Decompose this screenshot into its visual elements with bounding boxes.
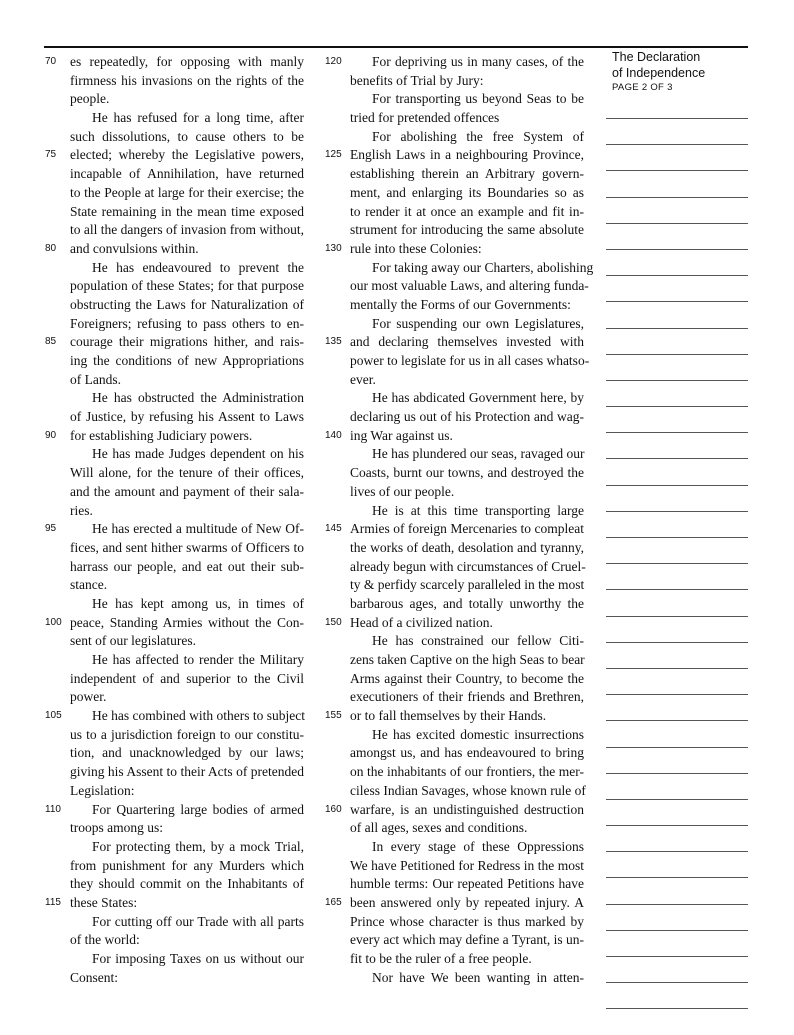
- line-text: He has combined with others to subject: [92, 708, 305, 724]
- text-line: [350, 913, 584, 932]
- note-line: [606, 354, 748, 355]
- text-line: [45, 614, 304, 633]
- line-number: 90: [45, 429, 57, 441]
- note-line: [606, 118, 748, 119]
- line-text: He has endeavoured to prevent the: [92, 259, 304, 275]
- line-number: 70: [45, 56, 57, 67]
- line-text: Foreigners; refusing to pass others to en-: [70, 315, 304, 331]
- line-text: already begun with circumstances of Cruel-: [350, 558, 586, 574]
- line-number: 75: [45, 149, 57, 161]
- text-line: [45, 146, 304, 165]
- note-line: [606, 982, 748, 983]
- note-line: [606, 432, 748, 433]
- text-line: [70, 90, 304, 109]
- text-line: [350, 389, 584, 408]
- note-line: [606, 537, 748, 538]
- text-line: [70, 483, 304, 502]
- text-line: [70, 184, 304, 203]
- line-text: stance.: [70, 577, 108, 593]
- note-line: [606, 851, 748, 852]
- line-text: people.: [70, 91, 110, 107]
- text-line: [350, 726, 584, 745]
- text-line: [325, 707, 584, 726]
- note-line: [606, 275, 748, 276]
- line-text: He has constrained our fellow Citi-: [372, 633, 584, 649]
- line-text: courage their migrations hither, and rais-: [70, 334, 304, 350]
- text-line: [350, 763, 584, 782]
- line-text: He has abdicated Government here, by: [372, 390, 584, 406]
- line-text: ing the conditions of new Appropriations: [70, 353, 304, 368]
- line-text: of all ages, sexes and conditions.: [350, 820, 528, 836]
- text-line: [70, 315, 304, 334]
- text-line: [70, 595, 304, 614]
- line-text: to the People at large for their exercise; the: [70, 184, 304, 200]
- text-line: [70, 763, 304, 782]
- text-line: [45, 894, 304, 913]
- line-text: Arms against their Country, to become the: [350, 670, 584, 686]
- note-line: [606, 301, 748, 302]
- line-text: barbarous ages, and totally unworthy the: [350, 595, 584, 611]
- text-line: [350, 109, 584, 128]
- line-text: to all the dangers of invasion from without,: [70, 222, 304, 238]
- text-column-right: [325, 53, 594, 987]
- line-text: strument for introducing the same absolute: [350, 222, 584, 238]
- line-text: tion, and unacknowledged by our laws;: [70, 745, 304, 761]
- line-text: these States:: [70, 894, 138, 910]
- line-text: For Quartering large bodies of armed: [92, 801, 304, 817]
- text-line: [350, 72, 584, 91]
- text-line: [350, 277, 589, 296]
- line-text: Coasts, burnt our towns, and destroyed the: [350, 465, 584, 481]
- line-text: For cutting off our Trade with all parts: [92, 913, 304, 929]
- line-text: mentally the Forms of our Governments:: [350, 296, 571, 312]
- line-text: zens taken Captive on the high Seas to bear: [350, 652, 585, 667]
- line-text: Armies of foreign Mercenaries to compleat: [350, 521, 584, 537]
- text-line: [350, 352, 590, 371]
- note-line: [606, 380, 748, 381]
- text-line: [350, 539, 584, 558]
- sidebar-header: [612, 50, 748, 93]
- text-line: [350, 931, 584, 950]
- note-line: [606, 747, 748, 748]
- text-line: [70, 109, 304, 128]
- line-text: For suspending our own Legislatures,: [372, 315, 584, 331]
- text-line: [70, 371, 304, 390]
- line-text: tried for pretended offences: [350, 110, 500, 126]
- text-line: [70, 651, 304, 670]
- line-text: on the inhabitants of our frontiers, the mer-: [350, 764, 584, 780]
- note-line: [606, 877, 748, 878]
- text-line: [70, 128, 304, 147]
- line-text: ever.: [350, 371, 376, 387]
- line-text: establishing therein an Arbitrary govern-: [350, 166, 584, 182]
- text-line: [350, 296, 584, 315]
- note-line: [606, 904, 748, 905]
- line-number: 155: [325, 710, 342, 722]
- line-text: sent of our legislatures.: [70, 633, 196, 649]
- note-line: [606, 563, 748, 564]
- text-line: [70, 875, 304, 894]
- text-line: [350, 502, 584, 521]
- text-line: [325, 427, 584, 446]
- text-line: [70, 726, 304, 745]
- line-text: He has erected a multitude of New Of-: [92, 521, 304, 537]
- text-line: [325, 894, 584, 913]
- note-line: [606, 720, 748, 721]
- line-text: He has refused for a long time, after: [92, 110, 304, 126]
- text-line: [45, 333, 304, 352]
- text-line: [70, 408, 304, 427]
- text-line: [70, 819, 304, 838]
- line-text: benefits of Trial by Jury:: [350, 72, 484, 88]
- line-text: to render it at once an example and fit in-: [350, 203, 584, 219]
- line-number: 115: [45, 896, 61, 908]
- line-text: fit to be the ruler of a free people.: [350, 951, 532, 966]
- line-number: 160: [325, 803, 342, 815]
- note-line: [606, 642, 748, 643]
- line-text: ciless Indian Savages, whose known rule of: [350, 782, 586, 798]
- line-text: For imposing Taxes on us without our: [92, 951, 304, 966]
- text-line: [45, 53, 304, 72]
- line-text: Will alone, for the tenure of their offices,: [70, 465, 304, 481]
- text-line: [45, 801, 304, 820]
- text-line: [70, 744, 304, 763]
- text-line: [70, 464, 304, 483]
- line-text: obstructing the Laws for Naturalization of: [70, 296, 304, 312]
- text-line: [350, 259, 594, 278]
- note-line: [606, 956, 748, 957]
- line-text: from punishment for any Murders which: [70, 857, 304, 873]
- line-text: such dissolutions, to cause others to be: [70, 128, 304, 144]
- line-text: Head of a civilized nation.: [350, 614, 493, 630]
- line-text: for establishing Judiciary powers.: [70, 427, 253, 443]
- line-number: 95: [45, 523, 57, 535]
- line-text: lives of our people.: [350, 483, 455, 499]
- text-line: [70, 857, 304, 876]
- text-line: [325, 333, 584, 352]
- line-text: us to a jurisdiction foreign to our constitu-: [70, 726, 304, 742]
- line-text: firmness his invasions on the rights of the: [70, 72, 304, 88]
- note-line: [606, 406, 748, 407]
- line-number: 165: [325, 896, 342, 908]
- line-text: He has excited domestic insurrections: [372, 726, 584, 742]
- line-number: 85: [45, 336, 57, 348]
- line-text: troops among us:: [70, 820, 163, 836]
- line-text: and the amount and payment of their sala-: [70, 483, 304, 499]
- text-line: [70, 165, 304, 184]
- line-text: warfare, is an undistinguished destruction: [350, 801, 584, 817]
- text-line: [70, 632, 304, 651]
- line-text: harrass our people, and eat out their sub-: [70, 558, 304, 574]
- line-text: He has obstructed the Administration: [92, 390, 304, 406]
- text-line: [350, 969, 584, 988]
- line-number: 125: [325, 149, 342, 161]
- text-line: [70, 296, 304, 315]
- line-text: For protecting them, by a mock Trial,: [92, 838, 304, 854]
- text-line: [70, 558, 304, 577]
- line-text: Prince whose character is thus marked by: [350, 913, 584, 929]
- text-line: [350, 595, 584, 614]
- line-text: rule into these Colonies:: [350, 240, 482, 256]
- text-line: [70, 950, 304, 969]
- line-text: es repeatedly, for opposing with manly: [70, 54, 304, 69]
- text-line: [70, 782, 304, 801]
- text-line: [70, 539, 304, 558]
- text-line: [325, 240, 584, 259]
- text-line: [350, 483, 584, 502]
- note-line: [606, 616, 748, 617]
- note-line: [606, 668, 748, 669]
- line-text: elected; whereby the Legislative powers,: [70, 147, 304, 163]
- line-text: they should commit on the Inhabitants of: [70, 876, 304, 892]
- text-line: [350, 651, 584, 670]
- note-lines: [606, 118, 748, 1035]
- note-line: [606, 144, 748, 145]
- text-line: [70, 670, 304, 689]
- line-text: power.: [70, 689, 107, 705]
- line-text: fices, and sent hither swarms of Officers to: [70, 539, 304, 555]
- text-line: [325, 146, 584, 165]
- text-line: [70, 931, 304, 950]
- text-line: [350, 838, 584, 857]
- line-text: For depriving us in many cases, of the: [372, 54, 584, 69]
- line-text: He has plundered our seas, ravaged our: [372, 446, 585, 462]
- text-line: [350, 408, 584, 427]
- text-line: [350, 128, 584, 147]
- text-line: [70, 259, 304, 278]
- line-text: Consent:: [70, 969, 119, 985]
- note-line: [606, 930, 748, 931]
- top-rule: [44, 46, 748, 48]
- text-line: [70, 352, 304, 371]
- text-line: [45, 240, 304, 259]
- line-text: our most valuable Laws, and altering funda-: [350, 278, 589, 294]
- text-line: [350, 576, 584, 595]
- text-line: [45, 707, 305, 726]
- line-text: peace, Standing Armies without the Con-: [70, 614, 304, 630]
- text-line: [350, 445, 584, 464]
- note-line: [606, 511, 748, 512]
- line-number: 135: [325, 336, 342, 348]
- line-text: population of these States; for that purpose: [70, 278, 304, 294]
- text-line: [350, 464, 584, 483]
- text-line: [350, 688, 584, 707]
- line-text: humble terms: Our repeated Petitions have: [350, 876, 584, 892]
- note-line: [606, 197, 748, 198]
- text-line: [325, 520, 584, 539]
- note-line: [606, 799, 748, 800]
- text-column-left: [45, 53, 305, 987]
- note-line: [606, 773, 748, 774]
- text-line: [70, 203, 304, 222]
- text-line: [350, 371, 584, 390]
- line-text: of Justice, by refusing his Assent to Laws: [70, 409, 304, 425]
- line-text: and declaring themselves invested with: [350, 334, 584, 350]
- text-line: [70, 277, 304, 296]
- text-line: [70, 445, 304, 464]
- line-text: been answered only by repeated injury. A: [350, 894, 584, 910]
- note-line: [606, 223, 748, 224]
- note-line: [606, 589, 748, 590]
- line-text: the works of death, desolation and tyranny,: [350, 539, 584, 555]
- text-line: [70, 221, 304, 240]
- text-line: [70, 576, 304, 595]
- text-line: [350, 857, 584, 876]
- line-number: 145: [325, 523, 342, 535]
- line-text: declaring us out of his Protection and wag-: [350, 409, 584, 425]
- line-text: State remaining in the mean time exposed: [70, 203, 304, 219]
- document-title-line1: The Declaration: [612, 50, 701, 64]
- text-line: [350, 670, 584, 689]
- text-line: [350, 221, 584, 240]
- text-line: [350, 90, 584, 109]
- text-line: [350, 819, 584, 838]
- text-line: [70, 838, 304, 857]
- text-line: [70, 969, 304, 988]
- page-indicator: PAGE 2 OF 3: [612, 82, 673, 93]
- line-number: 120: [325, 56, 342, 67]
- text-line: [70, 389, 304, 408]
- line-text: of the world:: [70, 932, 140, 948]
- line-text: executioners of their friends and Brethren,: [350, 689, 584, 705]
- line-text: English Laws in a neighbouring Province,: [350, 147, 584, 163]
- text-line: [350, 950, 584, 969]
- line-text: ty & perfidy scarcely paralleled in the most: [350, 577, 585, 593]
- line-text: For transporting us beyond Seas to be: [372, 91, 584, 107]
- line-number: 140: [325, 429, 342, 441]
- text-line: [45, 520, 304, 539]
- line-text: We have Petitioned for Redress in the most: [350, 857, 584, 873]
- line-text: For taking away our Charters, abolishing: [372, 259, 594, 275]
- line-text: of Lands.: [70, 371, 121, 387]
- document-title-line2: of Independence: [612, 65, 706, 80]
- text-line: [350, 875, 584, 894]
- line-text: He has made Judges dependent on his: [92, 446, 304, 462]
- line-number: 110: [45, 803, 61, 815]
- line-text: Nor have We been wanting in atten-: [372, 969, 584, 985]
- line-text: or to fall themselves by their Hands.: [350, 708, 547, 724]
- text-line: [350, 782, 584, 801]
- line-text: He has kept among us, in times of: [92, 595, 304, 611]
- text-line: [325, 53, 584, 72]
- text-line: [70, 502, 304, 521]
- note-line: [606, 328, 748, 329]
- text-line: [70, 913, 304, 932]
- line-text: He has affected to render the Military: [92, 652, 304, 667]
- line-text: ing War against us.: [350, 427, 453, 443]
- line-text: power to legislate for us in all cases whatso-: [350, 353, 590, 368]
- text-line: [350, 558, 584, 577]
- line-number: 150: [325, 616, 342, 628]
- line-text: amongst us, and has endeavoured to bring: [350, 745, 584, 761]
- line-number: 130: [325, 242, 342, 254]
- line-number: 100: [45, 616, 62, 628]
- line-text: giving his Assent to their Acts of pretended: [70, 764, 304, 780]
- text-line: [70, 72, 304, 91]
- note-line: [606, 170, 748, 171]
- note-line: [606, 485, 748, 486]
- text-line: [350, 744, 584, 763]
- text-line: [70, 688, 304, 707]
- note-line: [606, 458, 748, 459]
- note-line: [606, 694, 748, 695]
- line-text: He is at this time transporting large: [372, 502, 584, 518]
- line-text: every act which may define a Tyrant, is un-: [350, 932, 584, 948]
- line-text: Legislation:: [70, 782, 135, 798]
- note-line: [606, 825, 748, 826]
- text-line: [350, 632, 584, 651]
- line-number: 105: [45, 710, 62, 722]
- text-line: [325, 614, 584, 633]
- line-number: 80: [45, 242, 57, 254]
- text-line: [350, 315, 584, 334]
- line-text: and convulsions within.: [70, 240, 199, 256]
- text-line: [350, 203, 584, 222]
- line-text: ment, and enlarging its Boundaries so as: [350, 184, 584, 200]
- line-text: In every stage of these Oppressions: [372, 838, 584, 854]
- text-line: [325, 801, 584, 820]
- line-text: For abolishing the free System of: [372, 128, 584, 144]
- line-text: independent of and superior to the Civil: [70, 670, 304, 686]
- line-text: ries.: [70, 502, 93, 518]
- line-text: incapable of Annihilation, have returned: [70, 166, 304, 182]
- text-line: [350, 165, 584, 184]
- note-line: [606, 1008, 748, 1009]
- text-line: [45, 427, 304, 446]
- note-line: [606, 249, 748, 250]
- text-line: [350, 184, 584, 203]
